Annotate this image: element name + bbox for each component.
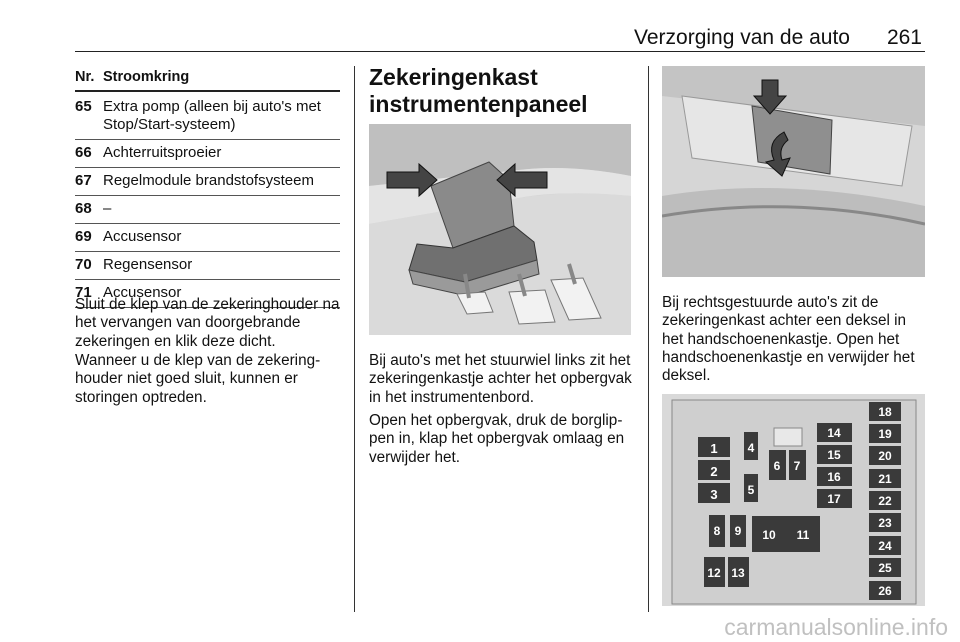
fuse-box-diagram <box>662 394 925 606</box>
fuse-circuit: Achterruitsproeier <box>103 144 222 161</box>
fuse-label: 21 <box>878 472 892 486</box>
fuse-circuit: Regelmodule brandstofsysteem <box>103 172 314 189</box>
page-number: 261 <box>886 26 922 49</box>
fuse-label: 2 <box>710 464 718 479</box>
fuse-label: 16 <box>827 470 841 484</box>
table-row <box>75 252 340 280</box>
fuse-label: 4 <box>747 441 755 455</box>
fuse-label: 7 <box>793 459 801 473</box>
fuse-label: 1 <box>710 441 718 456</box>
fuse-table-header <box>75 66 340 92</box>
page-header-title: Verzorging van de auto <box>634 26 850 49</box>
fuse-number: 69 <box>75 228 92 245</box>
table-row <box>75 224 340 252</box>
fuse-label: 23 <box>878 516 892 530</box>
fuse-label: 18 <box>878 405 892 419</box>
table-row <box>75 168 340 196</box>
fuse-layout-drawing <box>662 394 925 606</box>
fuse-label: 3 <box>710 487 718 502</box>
fuse-number: 71 <box>75 284 92 301</box>
fuse-label: 19 <box>878 427 892 441</box>
fuse-number: 70 <box>75 256 92 273</box>
fuse-label: 13 <box>731 566 745 580</box>
middle-paragraph-1: Bij auto's met het stuurwiel links zit het zekeringenkastje achter het opbergvak in het instrumentenbord. <box>369 352 632 406</box>
fuse-circuit: – <box>103 200 112 217</box>
fuse-label: 11 <box>796 528 810 542</box>
fuse-number: 68 <box>75 200 92 217</box>
fuse-label: 24 <box>878 539 892 553</box>
fuse-number: 65 <box>75 98 92 115</box>
fuse-number: 66 <box>75 144 92 161</box>
column-divider-right <box>648 66 649 612</box>
col-nr-header: Nr. <box>75 69 95 85</box>
fuse-circuit: Extra pomp (alleen bij auto's met Stop/Start-systeem) <box>103 98 321 133</box>
fuse-label: 8 <box>713 524 721 538</box>
right-hand-drive-glovebox-illustration <box>662 66 925 277</box>
column-divider-left <box>354 66 355 612</box>
fuse-label: 14 <box>827 426 841 440</box>
watermark: carmanualsonline.info <box>724 614 948 640</box>
fuse-label: 17 <box>827 492 841 506</box>
table-row <box>75 94 340 140</box>
table-row <box>75 196 340 224</box>
header-rule <box>75 51 925 52</box>
glovebox-drawing <box>369 124 631 335</box>
table-row <box>75 140 340 168</box>
fuse-label: 25 <box>878 561 892 575</box>
left-paragraph-1: Sluit de klep van de zekeringhouder na het vervangen van doorgebrande zekeringen en klik deze dicht. <box>75 296 340 350</box>
fuse-number: 67 <box>75 172 92 189</box>
fuse-table <box>75 94 340 308</box>
fuse-label: 10 <box>762 528 776 542</box>
fuse-label: 26 <box>878 584 892 598</box>
left-paragraph-2: Wanneer u de klep van de zekeringhouder niet goed sluit, kunnen er storingen optreden. <box>75 352 321 406</box>
middle-paragraph-2: Open het opbergvak, druk de borglippen in, klap het opbergvak omlaag en verwijder het. <box>369 412 625 466</box>
fuse-label: 9 <box>734 524 742 538</box>
col-circuit-header: Stroomkring <box>103 69 190 85</box>
fuse-circuit: Accusensor <box>103 284 182 301</box>
fuse-label: 6 <box>773 459 781 473</box>
fuse-label: 15 <box>827 448 841 462</box>
glovebox-fusebox-illustration <box>369 124 631 335</box>
fuse-circuit: Regensensor <box>103 256 193 273</box>
fuse-label: 12 <box>707 566 721 580</box>
right-paragraph: Bij rechtsgestuurde auto's zit de zekeringenkast achter een deksel in het handschoenenkastje. Open het handschoenenkastje en verwijder het deksel. <box>662 294 915 385</box>
fuse-label: 20 <box>878 449 892 463</box>
glovebox-cover-drawing <box>662 66 925 277</box>
fuse-circuit: Accusensor <box>103 228 182 245</box>
fuse-label: 5 <box>747 483 755 497</box>
fuse-label: 22 <box>878 494 892 508</box>
section-heading: Zekeringenkast instrumentenpaneel <box>369 64 588 117</box>
